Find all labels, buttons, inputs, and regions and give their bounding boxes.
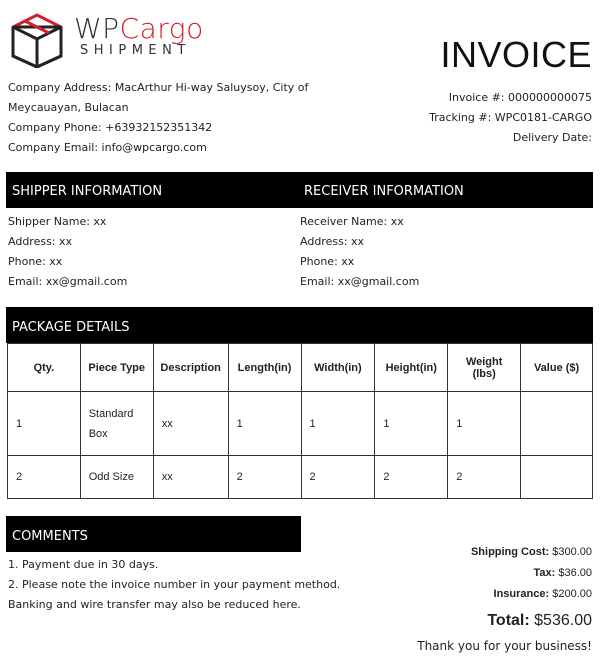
info-header-bar xyxy=(6,172,593,208)
thank-you-note: Thank you for your business! xyxy=(417,639,592,653)
cell-value xyxy=(521,456,593,499)
comment-line: Banking and wire transfer may also be reduced here. xyxy=(8,598,301,611)
shipper-name: Shipper Name: xx xyxy=(8,215,107,228)
tax: Tax: $36.00 xyxy=(533,567,592,579)
shipper-phone: Phone: xx xyxy=(8,255,63,268)
receiver-email: Email: xx@gmail.com xyxy=(300,275,420,288)
comments-header-bar xyxy=(6,516,301,552)
comment-line: 1. Payment due in 30 days. xyxy=(8,558,159,571)
insurance: Insurance: $200.00 xyxy=(493,588,592,600)
col-header-qty: Qty. xyxy=(8,344,81,392)
cell-description: xx xyxy=(153,456,228,499)
comment-line: 2. Please note the invoice number in your payment method. xyxy=(8,578,341,591)
receiver-phone: Phone: xx xyxy=(300,255,355,268)
col-header-value: Value ($) xyxy=(521,344,593,392)
company-info xyxy=(8,78,308,158)
cell-piece-type: Odd Size xyxy=(80,456,153,499)
tracking-number: Tracking #: WPC0181-CARGO xyxy=(429,111,592,124)
shipper-heading: SHIPPER INFORMATION xyxy=(12,184,163,199)
cell-weight: 1 xyxy=(448,392,521,456)
cell-piece-type: Standard Box xyxy=(80,392,153,456)
delivery-date: Delivery Date: xyxy=(512,131,592,144)
invoice-title: INVOICE xyxy=(440,34,592,75)
package-heading: PACKAGE DETAILS xyxy=(12,320,130,335)
brand-tagline: SHIPMENT xyxy=(80,43,191,58)
receiver-address: Address: xx xyxy=(300,235,365,248)
cell-length: 2 xyxy=(228,456,301,499)
cell-width: 2 xyxy=(301,456,375,499)
invoice-number: Invoice #: 000000000075 xyxy=(448,91,592,104)
col-header-description: Description xyxy=(153,344,228,392)
brand-name: WPCargo xyxy=(74,12,204,45)
cell-height: 2 xyxy=(375,456,448,499)
cell-width: 1 xyxy=(301,392,375,456)
col-header-piece-type: Piece Type xyxy=(80,344,153,392)
cargo-box-icon xyxy=(8,12,66,68)
col-header-width: Width(in) xyxy=(301,344,375,392)
shipping-cost: Shipping Cost: $300.00 xyxy=(470,546,592,558)
table-header-row xyxy=(8,344,593,392)
grand-total: Total: $536.00 xyxy=(487,612,592,629)
cell-value xyxy=(521,392,593,456)
comments-heading: COMMENTS xyxy=(12,529,88,544)
cell-qty: 2 xyxy=(8,456,81,499)
shipper-info xyxy=(8,212,127,292)
col-header-height: Height(in) xyxy=(375,344,448,392)
comments-body xyxy=(8,555,340,615)
totals-summary xyxy=(417,542,592,657)
company-address: Company Address: MacArthur Hi-way Saluysoy, City of xyxy=(8,81,309,94)
company-address-cont: Meycauayan, Bulacan xyxy=(8,101,129,114)
receiver-info xyxy=(300,212,419,292)
company-email: Company Email: info@wpcargo.com xyxy=(8,141,207,154)
invoice-meta xyxy=(429,88,592,148)
package-table xyxy=(7,343,593,499)
table-row xyxy=(8,392,593,456)
col-header-length: Length(in) xyxy=(228,344,301,392)
cell-length: 1 xyxy=(228,392,301,456)
shipper-address: Address: xx xyxy=(8,235,73,248)
receiver-name: Receiver Name: xx xyxy=(300,215,404,228)
cell-height: 1 xyxy=(375,392,448,456)
cell-description: xx xyxy=(153,392,228,456)
receiver-heading: RECEIVER INFORMATION xyxy=(304,184,464,199)
package-header-bar xyxy=(6,307,593,343)
shipper-email: Email: xx@gmail.com xyxy=(8,275,128,288)
col-header-weight: Weight (lbs) xyxy=(448,344,521,392)
company-phone: Company Phone: +63932152351342 xyxy=(8,121,213,134)
cell-qty: 1 xyxy=(8,392,81,456)
cell-weight: 2 xyxy=(448,456,521,499)
table-row xyxy=(8,456,593,499)
company-logo xyxy=(8,12,218,68)
